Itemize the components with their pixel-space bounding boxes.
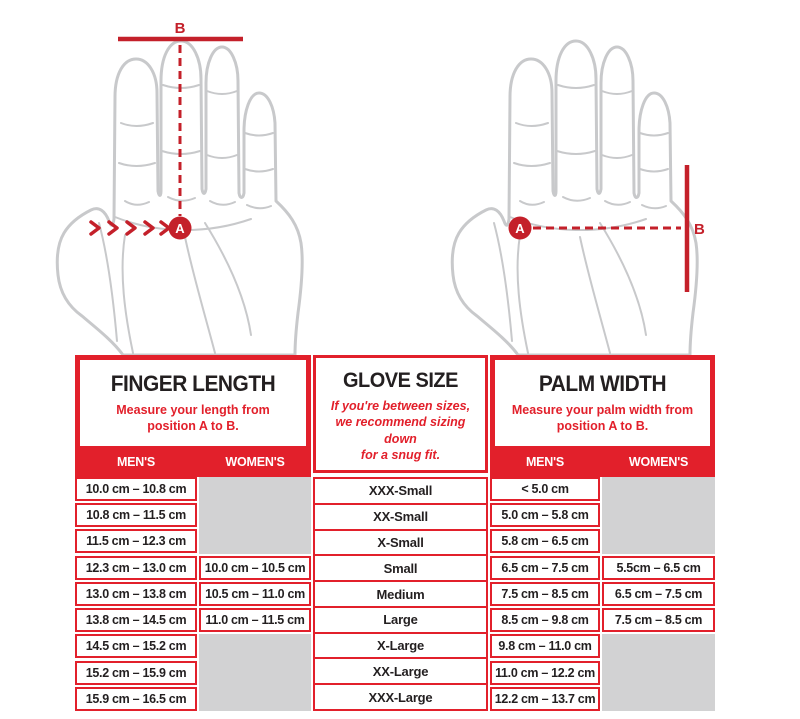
table-cell: 15.2 cm – 15.9 cm	[75, 661, 197, 685]
table-cell: 12.2 cm – 13.7 cm	[490, 687, 600, 711]
subtitle-line: Measure your length from	[116, 403, 270, 417]
glove-size-subtitle	[321, 398, 481, 463]
table-cell: 8.5 cm – 9.8 cm	[490, 608, 600, 632]
finger-length-mens-header: MEN'S	[116, 454, 156, 469]
finger-length-hand-diagram	[55, 5, 325, 355]
finger-length-title: FINGER LENGTH	[110, 371, 276, 396]
subtitle-line: we recommend sizing down	[335, 415, 466, 446]
table-cell: 7.5 cm – 8.5 cm	[490, 582, 600, 606]
hand-illustration	[452, 41, 697, 355]
table-cell: 6.5 cm – 7.5 cm	[602, 582, 715, 606]
table-cell: 10.0 cm – 10.5 cm	[199, 556, 311, 580]
subtitle-line: Measure your palm width from	[511, 403, 694, 417]
finger-length-column-headers	[75, 446, 311, 477]
palm-width-header	[495, 360, 710, 446]
table-cell: 11.0 cm – 11.5 cm	[199, 608, 311, 632]
palm-width-mens-column	[490, 477, 600, 711]
table-cell: 10.0 cm – 10.8 cm	[75, 477, 197, 501]
table-cell: 14.5 cm – 15.2 cm	[75, 634, 197, 658]
palm-width-hand-diagram	[450, 5, 720, 355]
table-cell: 7.5 cm – 8.5 cm	[602, 608, 715, 632]
finger-length-panel	[75, 355, 311, 477]
subtitle-line: If you're between sizes,	[330, 399, 471, 413]
table-cell: X-Small	[315, 531, 486, 557]
measure-point-a-label: A	[515, 221, 525, 236]
palm-width-panel	[490, 355, 715, 477]
table-cell: 13.8 cm – 14.5 cm	[75, 608, 197, 632]
blank-cells-block	[199, 634, 311, 711]
blank-cells-block	[199, 477, 311, 554]
table-cell: 5.0 cm – 5.8 cm	[490, 503, 600, 527]
palm-width-womens-column	[602, 477, 715, 711]
table-cell: 5.8 cm – 6.5 cm	[490, 529, 600, 553]
palm-width-subtitle	[505, 402, 700, 435]
blank-cells-block	[602, 477, 715, 554]
table-cell: X-Large	[315, 634, 486, 660]
finger-length-header	[80, 360, 306, 446]
table-cell: Large	[315, 608, 486, 634]
table-cell: 12.3 cm – 13.0 cm	[75, 556, 197, 580]
measure-point-b-label: B	[174, 20, 186, 37]
palm-width-column-headers	[490, 446, 715, 477]
blank-cells-block	[602, 634, 715, 711]
palm-width-womens-header: WOMEN'S	[628, 454, 689, 469]
table-cell: 9.8 cm – 11.0 cm	[490, 634, 600, 658]
table-cell: XX-Large	[315, 659, 486, 685]
table-cell: 5.5cm – 6.5 cm	[602, 556, 715, 580]
table-cell: 13.0 cm – 13.8 cm	[75, 582, 197, 606]
table-cell: 11.0 cm – 12.2 cm	[490, 661, 600, 685]
finger-length-womens-column	[199, 477, 311, 711]
measure-point-a-label: A	[175, 221, 185, 236]
palm-width-title: PALM WIDTH	[538, 371, 667, 396]
finger-length-subtitle	[101, 402, 286, 435]
table-cell: XX-Small	[315, 505, 486, 531]
finger-length-mens-column	[75, 477, 197, 711]
palm-width-mens-header: MEN'S	[525, 454, 565, 469]
glove-size-column	[313, 477, 488, 711]
subtitle-line: position A to B.	[147, 419, 239, 434]
table-cell: 10.5 cm – 11.0 cm	[199, 582, 311, 606]
finger-length-womens-header: WOMEN'S	[225, 454, 285, 469]
table-cell: XXX-Small	[315, 479, 486, 505]
table-cell: Medium	[315, 582, 486, 608]
measure-point-b-label: B	[694, 221, 705, 238]
table-cell: 6.5 cm – 7.5 cm	[490, 556, 600, 580]
table-cell: < 5.0 cm	[490, 477, 600, 501]
table-cell: 10.8 cm – 11.5 cm	[75, 503, 197, 527]
table-cell: XXX-Large	[368, 689, 433, 705]
subtitle-line: position A to B.	[556, 419, 649, 434]
glove-size-title: GLOVE SIZE	[343, 369, 458, 392]
glove-size-panel	[313, 355, 488, 473]
table-cell: Small	[315, 556, 486, 582]
table-cell: 15.9 cm – 16.5 cm	[75, 687, 197, 711]
subtitle-line: for a snug fit.	[360, 447, 441, 462]
table-cell: 11.5 cm – 12.3 cm	[75, 529, 197, 553]
